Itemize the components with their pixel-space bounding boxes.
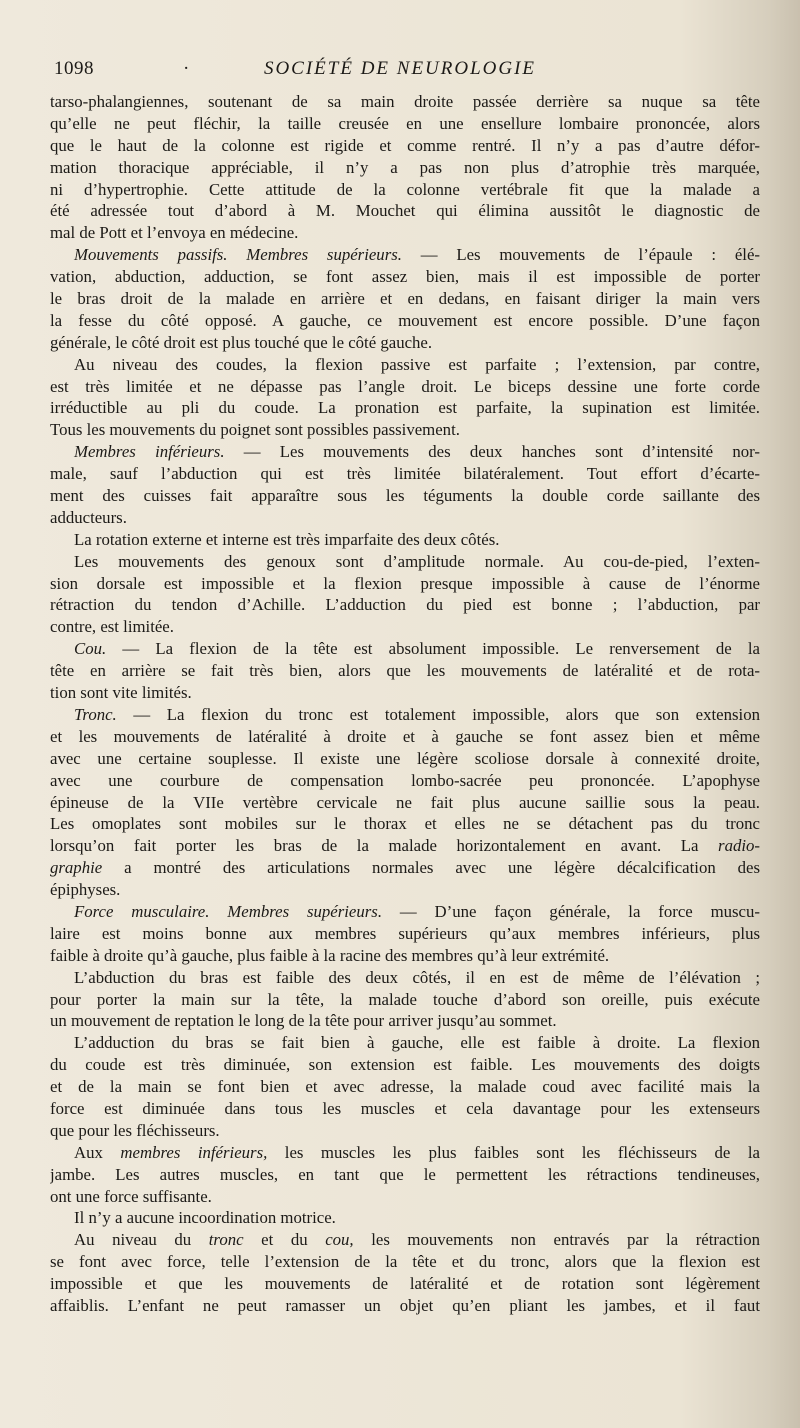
text-segment: Aux (74, 1142, 121, 1162)
text-segment: adducteurs. (50, 507, 127, 527)
text-segment: L’adduction du bras se fait bien à gauche, elle est faible à droite. La flexion (74, 1033, 760, 1053)
text-line (50, 660, 760, 682)
text-segment: male, sauf l’abduction qui est très limitée bilatéralement. Tout effort d’écarte- (50, 464, 760, 484)
text-segment: tête en arrière se fait très bien, alors que les mouvements de latéralité et de rota- (50, 661, 760, 681)
text-line (50, 748, 760, 770)
text-segment: force est diminuée dans tous les muscles et cela davantage pour les extenseurs (50, 1098, 760, 1118)
text-segment: sion dorsale est impossible et la flexion presque impossible à cause de l’énorme (50, 573, 760, 593)
text-line (50, 1142, 760, 1164)
text-segment: générale, le côté droit est plus touché que le côté gauche. (50, 332, 433, 352)
text-segment: Les omoplates sont mobiles sur le thorax et elles ne se détachent pas du tronc (50, 814, 760, 834)
text-segment: jambe. Les autres muscles, en tant que le permettent les rétractions tendineuses, (50, 1164, 760, 1184)
text-line (50, 901, 760, 923)
text-line (50, 1010, 760, 1032)
text-segment: un mouvement de reptation le long de la tête pour arriver jusqu’au sommet. (50, 1011, 557, 1031)
italic-text: Force musculaire. Membres supérieurs. (74, 901, 383, 921)
text-segment: et les mouvements de latéralité à droite et à gauche se font assez bien et même (50, 726, 760, 746)
text-segment: tarso-phalangiennes, soutenant de sa main droite passée derrière sa nuque sa tête (50, 92, 760, 111)
text-segment: Tous les mouvements du poignet sont possibles passivement. (50, 420, 460, 440)
text-line (50, 1164, 760, 1186)
italic-text: Mouvements passifs. Membres supérieurs. (74, 245, 402, 265)
text-line (50, 813, 760, 835)
text-segment: affaiblis. L’enfant ne peut ramasser un objet qu’en pliant les jambes, et il faut (50, 1295, 760, 1315)
text-segment: lorsqu’on fait porter les bras de la malade horizontalement en avant. La (50, 836, 719, 856)
text-line (50, 945, 760, 967)
text-segment: vation, abduction, adduction, se font assez bien, mais il est impossible de porter (50, 267, 760, 287)
text-segment: et du (243, 1230, 326, 1250)
text-line (50, 91, 760, 113)
text-segment: et de la main se font bien et avec adresse, la malade coud avec facilité mais la (50, 1077, 760, 1097)
text-line (50, 1098, 760, 1120)
text-line (50, 1251, 760, 1273)
text-segment: L’abduction du bras est faible des deux côtés, il en est de même de l’élévation ; (74, 967, 760, 987)
text-line (50, 989, 760, 1011)
page-number: 1098 (54, 58, 94, 79)
text-line (50, 770, 760, 792)
text-line (50, 726, 760, 748)
text-segment: le bras droit de la malade en arrière et en dedans, en faisant diriger la main vers (50, 289, 760, 309)
text-line (50, 266, 760, 288)
text-segment: — D’une façon générale, la force muscu- (382, 901, 760, 921)
text-segment: été adressée tout d’abord à M. Mouchet qui élimina aussitôt le diagnostic de (50, 201, 760, 221)
text-segment: laire est moins bonne aux membres supérieurs qu’aux membres inférieurs, plus (50, 923, 760, 943)
text-segment: impossible et que les mouvements de latéralité et de rotation sont légèrement (50, 1274, 760, 1294)
text-segment: se font avec force, telle l’extension de la tête et du tronc, alors que la flexion est (50, 1252, 760, 1272)
text-segment: mation thoracique appréciable, il n’y a pas non plus d’atrophie très marquée, (50, 157, 760, 177)
text-line (50, 1229, 760, 1251)
text-line (50, 507, 760, 529)
italic-text: Tronc. (74, 704, 117, 724)
text-segment: ment des cuisses fait apparaître sous les téguments la double corde saillante des (50, 486, 760, 506)
text-line (50, 594, 760, 616)
text-segment: Au niveau du (74, 1230, 209, 1250)
text-line (50, 354, 760, 376)
text-segment: les mouvements non entravés par la rétraction (353, 1230, 760, 1250)
italic-text: cou, (325, 1230, 354, 1250)
text-line (50, 441, 760, 463)
text-line (50, 879, 760, 901)
text-segment: est très limitée et ne dépasse pas l’angle droit. Le biceps dessine une forte corde (50, 376, 760, 396)
text-line (50, 1207, 760, 1229)
text-line (50, 1076, 760, 1098)
text-segment: rétraction du tendon d’Achille. L’adduction du pied est bonne ; l’abduction, par (50, 595, 760, 615)
text-line (50, 332, 760, 354)
text-segment: Au niveau des coudes, la flexion passive est parfaite ; l’extension, par contre, (74, 354, 760, 374)
text-line (50, 113, 760, 135)
text-line (50, 967, 760, 989)
text-segment: mal de Pott et l’envoya en médecine. (50, 223, 299, 243)
text-line (50, 857, 760, 879)
italic-text: Membres inférieurs. (74, 442, 225, 462)
text-line (50, 157, 760, 179)
text-segment: du coude est très diminuée, son extension est faible. Les mouvements des doigts (50, 1055, 760, 1075)
text-line (50, 310, 760, 332)
text-line (50, 1054, 760, 1076)
text-segment: avec une certaine souplesse. Il existe une légère scoliose dorsale à connexité droite, (50, 748, 760, 768)
text-line (50, 682, 760, 704)
text-segment: Les mouvements des genoux sont d’amplitude normale. Au cou-de-pied, l’exten- (74, 551, 760, 571)
body-text (50, 91, 760, 1317)
text-segment: que le haut de la colonne est rigide et comme rentré. Il n’y a pas d’autre défor- (50, 135, 760, 155)
italic-text: membres inférieurs, (120, 1142, 268, 1162)
text-segment: qu’elle ne peut fléchir, la taille creusée en une ensellure lombaire prononcée, alors (50, 113, 760, 133)
italic-text: graphie (50, 858, 103, 878)
page-header (54, 58, 746, 82)
text-line (50, 288, 760, 310)
text-segment: pour porter la main sur la tête, la malade touche d’abord son oreille, puis exécute (50, 989, 760, 1009)
text-line (50, 485, 760, 507)
text-line (50, 1273, 760, 1295)
text-segment: irréductible au pli du coude. La pronation est parfaite, la supination est limitée. (50, 398, 760, 418)
text-segment: la fesse du côté opposé. A gauche, ce mouvement est encore possible. D’une façon (50, 310, 760, 330)
text-segment: faible à droite qu’à gauche, plus faible à la racine des membres qu’à leur extrémité. (50, 945, 610, 965)
text-segment: que pour les fléchisseurs. (50, 1120, 220, 1140)
text-segment: La rotation externe et interne est très imparfaite des deux côtés. (74, 529, 500, 549)
text-segment: contre, est limitée. (50, 617, 174, 637)
text-segment: épineuse de la VIIe vertèbre cervicale ne fait plus aucune saillie sous la peau. (50, 792, 760, 812)
text-segment: ni d’hypertrophie. Cette attitude de la colonne vertébrale fit que la malade a (50, 179, 760, 199)
text-segment: ont une force suffisante. (50, 1186, 212, 1206)
text-line (50, 463, 760, 485)
text-line (50, 792, 760, 814)
text-line (50, 376, 760, 398)
text-segment: — La flexion de la tête est absolument impossible. Le renversement de la (106, 639, 760, 659)
text-line (50, 1032, 760, 1054)
text-line (50, 551, 760, 573)
text-segment: tion sont vite limités. (50, 683, 192, 703)
text-line (50, 638, 760, 660)
text-line (50, 1295, 760, 1317)
header-separator: · (183, 58, 190, 79)
text-segment: les muscles les plus faibles sont les fléchisseurs de la (267, 1142, 760, 1162)
italic-text: Cou. (74, 639, 107, 659)
text-line (50, 397, 760, 419)
text-line (50, 244, 760, 266)
text-line (50, 573, 760, 595)
text-line (50, 529, 760, 551)
text-line (50, 222, 760, 244)
italic-text: radio- (718, 836, 760, 856)
text-line (50, 1186, 760, 1208)
text-line (50, 179, 760, 201)
italic-text: tronc (208, 1230, 244, 1250)
text-segment: a montré des articulations normales avec une légère décalcification des (102, 858, 760, 878)
text-line (50, 835, 760, 857)
text-segment: — Les mouvements des deux hanches sont d’intensité nor- (224, 442, 760, 462)
text-line (50, 1120, 760, 1142)
text-segment: avec une courbure de compensation lombo-sacrée peu prononcée. L’apophyse (50, 770, 760, 790)
text-line (50, 419, 760, 441)
text-segment: — La flexion du tronc est totalement impossible, alors que son extension (116, 704, 760, 724)
text-line (50, 616, 760, 638)
text-line (50, 135, 760, 157)
text-segment: — Les mouvements de l’épaule : élé- (401, 245, 760, 265)
running-title: SOCIÉTÉ DE NEUROLOGIE (263, 58, 537, 79)
text-line (50, 704, 760, 726)
text-segment: épiphyses. (50, 880, 121, 900)
text-line (50, 923, 760, 945)
text-segment: Il n’y a aucune incoordination motrice. (74, 1208, 336, 1228)
text-line (50, 200, 760, 222)
